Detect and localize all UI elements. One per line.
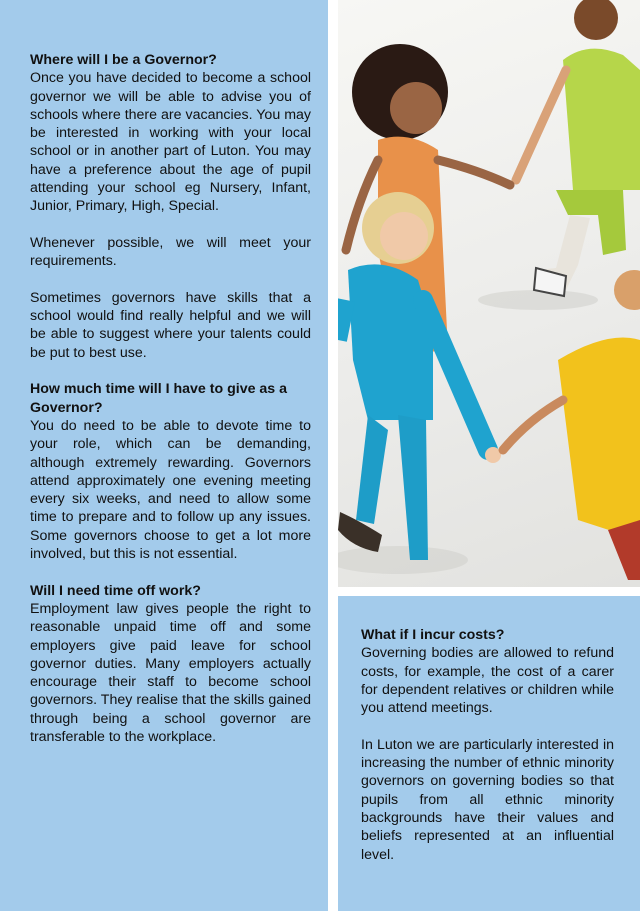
heading-time-commitment: How much time will I have to give as a Governor? bbox=[30, 381, 288, 416]
right-column bbox=[361, 626, 614, 882]
section-where-governor bbox=[30, 51, 311, 362]
paragraph: In Luton we are particularly interested in increasing the number of ethnic minority governors on governing bodies so that pupils from all ethnic minority backgrounds have their values and beliefs represented at an influential level. bbox=[361, 736, 614, 863]
heading-costs: What if I incur costs? bbox=[361, 627, 505, 643]
section-time-commitment bbox=[30, 380, 311, 563]
left-column bbox=[30, 51, 311, 765]
paragraph: Once you have decided to become a school governor we will be able to advise you of schools where there are vacancies. You may be interested in working with your local school or in another part of Luton. You may have a preference about the age of pupil attending your school eg Nursery, Infant, Junior, Primary, High, Special. bbox=[30, 70, 311, 215]
heading-time-off-work: Will I need time off work? bbox=[30, 582, 201, 599]
children-holding-hands-photo bbox=[338, 0, 640, 587]
child-green-shirt bbox=[516, 0, 640, 296]
paragraph: Sometimes governors have skills that a school would find really helpful and we will be able to suggest where your talents could be put to best use. bbox=[30, 289, 311, 361]
section-time-off-work bbox=[30, 582, 311, 747]
child-yellow-shirt bbox=[503, 270, 640, 580]
paragraph: Whenever possible, we will meet your requirements. bbox=[30, 234, 311, 270]
child-blue-outfit bbox=[338, 192, 501, 560]
paragraph: Governing bodies are allowed to refund costs, for example, the cost of a carer for dependent relatives or children while you attend meetings. bbox=[361, 645, 614, 717]
heading-where-governor: Where will I be a Governor? bbox=[30, 52, 217, 68]
paragraph: You do need to be able to devote time to your role, which can be demanding, although extremely rewarding. Governors attend approximately one evening meeting every six weeks, and need to allow some time to prepare and to follow up any issues. Some governors choose to get a lot more involved, but this is not essential. bbox=[30, 417, 311, 563]
section-costs bbox=[361, 626, 614, 864]
paragraph: Employment law gives people the right to reasonable unpaid time off and some employers give paid leave for school governor duties. Many employers actually encourage their staff to become school governors. They realise that the skills gained through being a school governor are transferable to the workplace. bbox=[30, 600, 311, 745]
photo-illustration bbox=[338, 0, 640, 587]
